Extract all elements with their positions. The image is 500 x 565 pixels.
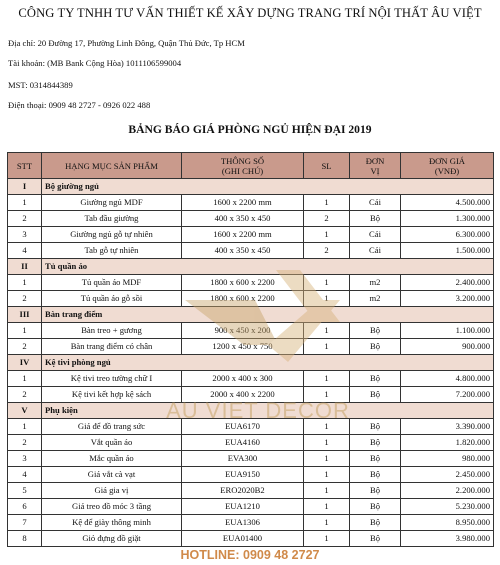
- row-unit: Cái: [350, 227, 401, 243]
- row-price: 1.300.000: [401, 211, 494, 227]
- section-row: [8, 259, 494, 275]
- section-number: IV: [8, 355, 42, 371]
- row-spec: EUA6170: [182, 419, 304, 435]
- section-row: [8, 403, 494, 419]
- row-product-name: Giá treo đồ móc 3 tầng: [42, 499, 182, 515]
- row-price: 1.820.000: [401, 435, 494, 451]
- col-qty: SL: [304, 153, 350, 179]
- row-unit: Bộ: [350, 451, 401, 467]
- table-row: [8, 499, 494, 515]
- row-quantity: 2: [304, 243, 350, 259]
- row-spec: EVA300: [182, 451, 304, 467]
- table-row: [8, 483, 494, 499]
- row-stt: 4: [8, 467, 42, 483]
- row-stt: 1: [8, 371, 42, 387]
- row-unit: Bộ: [350, 211, 401, 227]
- row-unit: Bộ: [350, 483, 401, 499]
- row-spec: 400 x 350 x 450: [182, 243, 304, 259]
- row-stt: 2: [8, 387, 42, 403]
- table-row: [8, 371, 494, 387]
- row-quantity: 1: [304, 451, 350, 467]
- row-quantity: 1: [304, 275, 350, 291]
- section-name: Tủ quần áo: [42, 259, 494, 275]
- row-unit: Cái: [350, 243, 401, 259]
- row-quantity: 1: [304, 227, 350, 243]
- row-price: 2.400.000: [401, 275, 494, 291]
- row-spec: 900 x 450 x 200: [182, 323, 304, 339]
- row-unit: Bộ: [350, 339, 401, 355]
- row-stt: 8: [8, 531, 42, 547]
- row-stt: 3: [8, 227, 42, 243]
- row-stt: 4: [8, 243, 42, 259]
- col-name: HẠNG MỤC SẢN PHẨM: [42, 153, 182, 179]
- table-row: [8, 467, 494, 483]
- row-product-name: Giá vắt cà vạt: [42, 467, 182, 483]
- col-stt: STT: [8, 153, 42, 179]
- row-stt: 6: [8, 499, 42, 515]
- row-unit: Bộ: [350, 467, 401, 483]
- row-unit: Bộ: [350, 515, 401, 531]
- row-product-name: Tủ quần áo gỗ sồi: [42, 291, 182, 307]
- row-stt: 2: [8, 291, 42, 307]
- row-spec: 1800 x 600 x 2200: [182, 291, 304, 307]
- row-spec: ERO2020B2: [182, 483, 304, 499]
- row-unit: m2: [350, 291, 401, 307]
- section-row: [8, 307, 494, 323]
- table-row: [8, 451, 494, 467]
- row-product-name: Kệ để giày thông minh: [42, 515, 182, 531]
- bank-account: Tài khoản: (MB Bank Cộng Hòa) 1011106599004: [8, 58, 182, 68]
- row-spec: 400 x 350 x 450: [182, 211, 304, 227]
- row-quantity: 2: [304, 211, 350, 227]
- price-table: [7, 152, 494, 547]
- table-row: [8, 339, 494, 355]
- tax-code: MST: 0314844389: [8, 80, 73, 90]
- row-unit: Bộ: [350, 371, 401, 387]
- section-number: I: [8, 179, 42, 195]
- row-price: 4.800.000: [401, 371, 494, 387]
- row-product-name: Kệ tivi treo tường chữ I: [42, 371, 182, 387]
- table-row: [8, 291, 494, 307]
- table-row: [8, 227, 494, 243]
- row-unit: Bộ: [350, 435, 401, 451]
- row-spec: EUA01400: [182, 531, 304, 547]
- col-unit: ĐƠN VỊ: [350, 153, 401, 179]
- section-name: Kệ tivi phòng ngủ: [42, 355, 494, 371]
- row-quantity: 1: [304, 339, 350, 355]
- section-row: [8, 179, 494, 195]
- row-stt: 3: [8, 451, 42, 467]
- row-product-name: Kệ tivi kết hợp kệ sách: [42, 387, 182, 403]
- table-body: [8, 179, 494, 547]
- section-number: III: [8, 307, 42, 323]
- row-quantity: 1: [304, 291, 350, 307]
- section-name: Bàn trang điểm: [42, 307, 494, 323]
- row-price: 3.980.000: [401, 531, 494, 547]
- row-quantity: 1: [304, 483, 350, 499]
- row-unit: m2: [350, 275, 401, 291]
- row-product-name: Mắc quần áo: [42, 451, 182, 467]
- row-product-name: Tủ quần áo MDF: [42, 275, 182, 291]
- row-quantity: 1: [304, 195, 350, 211]
- row-spec: EUA1306: [182, 515, 304, 531]
- row-price: 3.390.000: [401, 419, 494, 435]
- row-price: 2.450.000: [401, 467, 494, 483]
- section-row: [8, 355, 494, 371]
- row-spec: 1600 x 2200 mm: [182, 195, 304, 211]
- row-spec: 1200 x 450 x 750: [182, 339, 304, 355]
- quote-title: BẢNG BÁO GIÁ PHÒNG NGỦ HIỆN ĐẠI 2019: [128, 123, 372, 136]
- row-unit: Bộ: [350, 499, 401, 515]
- row-price: 8.950.000: [401, 515, 494, 531]
- table-row: [8, 531, 494, 547]
- company-address: Địa chỉ: 20 Đường 17, Phường Linh Đông, Quận Thủ Đức, Tp HCM: [8, 38, 245, 48]
- row-stt: 7: [8, 515, 42, 531]
- row-quantity: 1: [304, 323, 350, 339]
- row-price: 900.000: [401, 339, 494, 355]
- row-price: 980.000: [401, 451, 494, 467]
- row-price: 2.200.000: [401, 483, 494, 499]
- table-row: [8, 435, 494, 451]
- row-spec: EUA1210: [182, 499, 304, 515]
- row-price: 3.200.000: [401, 291, 494, 307]
- watermark-text: AU VIET DECOR: [166, 398, 350, 423]
- row-unit: Cái: [350, 195, 401, 211]
- row-quantity: 1: [304, 515, 350, 531]
- row-stt: 5: [8, 483, 42, 499]
- row-product-name: Giỏ đựng đồ giặt: [42, 531, 182, 547]
- row-spec: EUA9150: [182, 467, 304, 483]
- company-name: CÔNG TY TNHH TƯ VẤN THIẾT KẾ XÂY DỰNG TRANG TRÍ NỘI THẤT ÂU VIỆT: [18, 6, 482, 20]
- row-quantity: 1: [304, 371, 350, 387]
- row-quantity: 1: [304, 499, 350, 515]
- row-spec: 2000 x 400 x 300: [182, 371, 304, 387]
- row-product-name: Giá để đồ trang sức: [42, 419, 182, 435]
- table-row: [8, 387, 494, 403]
- section-name: Phụ kiện: [42, 403, 494, 419]
- row-product-name: Bàn treo + gương: [42, 323, 182, 339]
- hotline: HOTLINE: 0909 48 2727: [180, 548, 320, 562]
- section-number: V: [8, 403, 42, 419]
- row-unit: Bộ: [350, 419, 401, 435]
- phone-numbers: Điện thoại: 0909 48 2727 - 0926 022 488: [8, 100, 151, 110]
- row-product-name: Vắt quần áo: [42, 435, 182, 451]
- row-stt: 1: [8, 419, 42, 435]
- row-price: 4.500.000: [401, 195, 494, 211]
- row-quantity: 1: [304, 387, 350, 403]
- row-price: 5.230.000: [401, 499, 494, 515]
- row-price: 6.300.000: [401, 227, 494, 243]
- row-quantity: 1: [304, 435, 350, 451]
- row-unit: Bộ: [350, 387, 401, 403]
- row-spec: 2000 x 400 x 2200: [182, 387, 304, 403]
- row-unit: Bộ: [350, 531, 401, 547]
- row-product-name: Giường ngủ gỗ tự nhiên: [42, 227, 182, 243]
- row-quantity: 1: [304, 419, 350, 435]
- row-product-name: Bàn trang điểm có chân: [42, 339, 182, 355]
- row-stt: 1: [8, 275, 42, 291]
- row-price: 7.200.000: [401, 387, 494, 403]
- row-quantity: 1: [304, 467, 350, 483]
- section-name: Bộ giường ngủ: [42, 179, 494, 195]
- table-row: [8, 419, 494, 435]
- row-product-name: Giá gia vị: [42, 483, 182, 499]
- col-spec: THÔNG SỐ (GHI CHÚ): [182, 153, 304, 179]
- row-price: 1.500.000: [401, 243, 494, 259]
- table-row: [8, 275, 494, 291]
- row-unit: Bộ: [350, 323, 401, 339]
- row-product-name: Tab gỗ tự nhiên: [42, 243, 182, 259]
- row-price: 1.100.000: [401, 323, 494, 339]
- table-header: [8, 153, 494, 179]
- table-row: [8, 243, 494, 259]
- row-stt: 1: [8, 195, 42, 211]
- table-row: [8, 195, 494, 211]
- row-spec: 1600 x 2200 mm: [182, 227, 304, 243]
- row-quantity: 1: [304, 531, 350, 547]
- section-number: II: [8, 259, 42, 275]
- table-row: [8, 515, 494, 531]
- row-spec: EUA4160: [182, 435, 304, 451]
- row-stt: 2: [8, 211, 42, 227]
- row-product-name: Giường ngủ MDF: [42, 195, 182, 211]
- row-stt: 2: [8, 339, 42, 355]
- table-row: [8, 323, 494, 339]
- row-stt: 2: [8, 435, 42, 451]
- row-product-name: Tab đầu giường: [42, 211, 182, 227]
- row-spec: 1800 x 600 x 2200: [182, 275, 304, 291]
- table-row: [8, 211, 494, 227]
- row-stt: 1: [8, 323, 42, 339]
- col-price: ĐƠN GIÁ (VNĐ): [401, 153, 494, 179]
